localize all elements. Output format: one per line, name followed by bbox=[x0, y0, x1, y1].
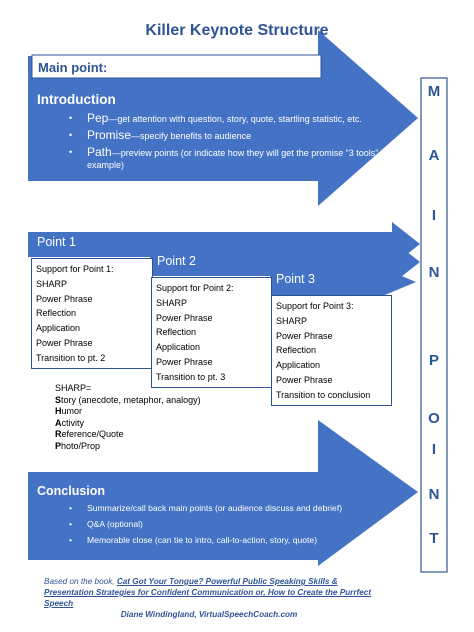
sharp-rest: hoto/Prop bbox=[61, 440, 101, 451]
footer-author: Diane Windingland, VirtualSpeechCoach.com bbox=[120, 610, 298, 619]
point-2-heading: Point 2 bbox=[157, 254, 196, 268]
sharp-rest: ctivity bbox=[61, 417, 84, 428]
intro-bullet-term: Pep bbox=[87, 111, 109, 125]
support-item: Support for Point 2: bbox=[156, 283, 234, 293]
support-item: Application bbox=[156, 342, 201, 353]
support-item: Power Phrase bbox=[36, 293, 93, 304]
support-item: SHARP bbox=[156, 297, 188, 308]
support-item: Transition to conclusion bbox=[276, 389, 371, 400]
vertical-letter: P bbox=[428, 352, 439, 369]
point-3-support-box bbox=[271, 295, 392, 406]
sharp-item bbox=[55, 441, 201, 453]
sharp-initial: A bbox=[55, 417, 62, 428]
vertical-letter: T bbox=[429, 530, 439, 547]
support-item: Support for Point 3: bbox=[276, 301, 354, 311]
support-item: Power Phrase bbox=[276, 330, 333, 341]
sharp-initial: H bbox=[55, 406, 62, 416]
sharp-legend bbox=[55, 383, 201, 452]
main-point-label: Main point: bbox=[38, 60, 108, 75]
support-item: Reflection bbox=[36, 308, 77, 319]
intro-bullet-text: —specify benefits to audience bbox=[131, 131, 252, 141]
support-item: Power Phrase bbox=[156, 312, 213, 323]
sharp-heading: SHARP= bbox=[55, 383, 92, 393]
sharp-initial: S bbox=[55, 394, 62, 405]
vertical-letter: A bbox=[428, 147, 440, 164]
intro-bullet bbox=[67, 146, 397, 171]
vertical-letter: N bbox=[428, 486, 440, 503]
conclusion-heading: Conclusion bbox=[37, 484, 106, 498]
footer-citation bbox=[44, 576, 374, 620]
support-item: Transition to pt. 3 bbox=[156, 371, 226, 382]
support-item: Power Phrase bbox=[276, 374, 333, 385]
vertical-letter: O bbox=[428, 410, 440, 427]
support-item: SHARP bbox=[276, 315, 308, 326]
page-title: Killer Keynote Structure bbox=[145, 22, 329, 39]
support-item: Reflection bbox=[156, 327, 197, 338]
footer-prefix: Based on the book, bbox=[44, 577, 117, 586]
conclusion-bullet: • Summarize/call back main points (or audience discuss and debrief) bbox=[67, 503, 412, 514]
support-item: Application bbox=[36, 323, 81, 334]
vertical-letter: I bbox=[431, 441, 437, 458]
sharp-initial: R bbox=[55, 429, 62, 439]
vertical-letter: I bbox=[431, 207, 437, 224]
point-1-support-box bbox=[31, 258, 153, 369]
introduction-list bbox=[67, 112, 397, 175]
support-item: Reflection bbox=[276, 345, 317, 356]
book-title-link[interactable]: Cat Got Your Tongue? Powerful Public Speaking Skills & Presentation Strategies for Confident Communication or, How to Create the Purrfect Speech bbox=[44, 577, 372, 608]
intro-bullet-text: —get attention with question, story, quote, startling statistic, etc. bbox=[108, 114, 362, 124]
intro-bullet-text: —preview points (or indicate how they will get the promise “3 tools” for example) bbox=[87, 148, 392, 170]
sharp-initial: P bbox=[55, 440, 62, 451]
point-2-support-box bbox=[151, 277, 272, 388]
support-item: SHARP bbox=[36, 278, 68, 289]
point-3-heading: Point 3 bbox=[276, 272, 315, 286]
support-item: Support for Point 1: bbox=[36, 264, 114, 274]
conclusion-list bbox=[67, 503, 412, 551]
support-item: Application bbox=[276, 360, 321, 371]
sharp-item bbox=[55, 395, 201, 407]
sharp-rest: tory (anecdote, metaphor, analogy) bbox=[61, 394, 201, 405]
sharp-rest: umor bbox=[61, 406, 83, 416]
support-item: Power Phrase bbox=[36, 337, 93, 348]
conclusion-bullet: • Q&A (optional) bbox=[67, 519, 412, 530]
sharp-item bbox=[55, 406, 201, 418]
support-item: Power Phrase bbox=[156, 356, 213, 367]
vertical-letter: M bbox=[427, 83, 441, 100]
intro-bullet bbox=[67, 112, 397, 125]
intro-bullet-term: Path bbox=[87, 145, 112, 159]
intro-bullet bbox=[67, 129, 397, 142]
sharp-rest: eference/Quote bbox=[61, 429, 124, 439]
conclusion-bullet: • Memorable close (can tie to intro, call-to-action, story, quote) bbox=[67, 535, 412, 546]
introduction-heading: Introduction bbox=[37, 92, 116, 107]
sharp-item bbox=[55, 418, 201, 430]
point-1-heading: Point 1 bbox=[37, 235, 76, 249]
intro-bullet-term: Promise bbox=[87, 128, 132, 142]
vertical-letter: N bbox=[428, 264, 440, 281]
support-item: Transition to pt. 2 bbox=[36, 352, 106, 363]
sharp-item bbox=[55, 429, 201, 441]
